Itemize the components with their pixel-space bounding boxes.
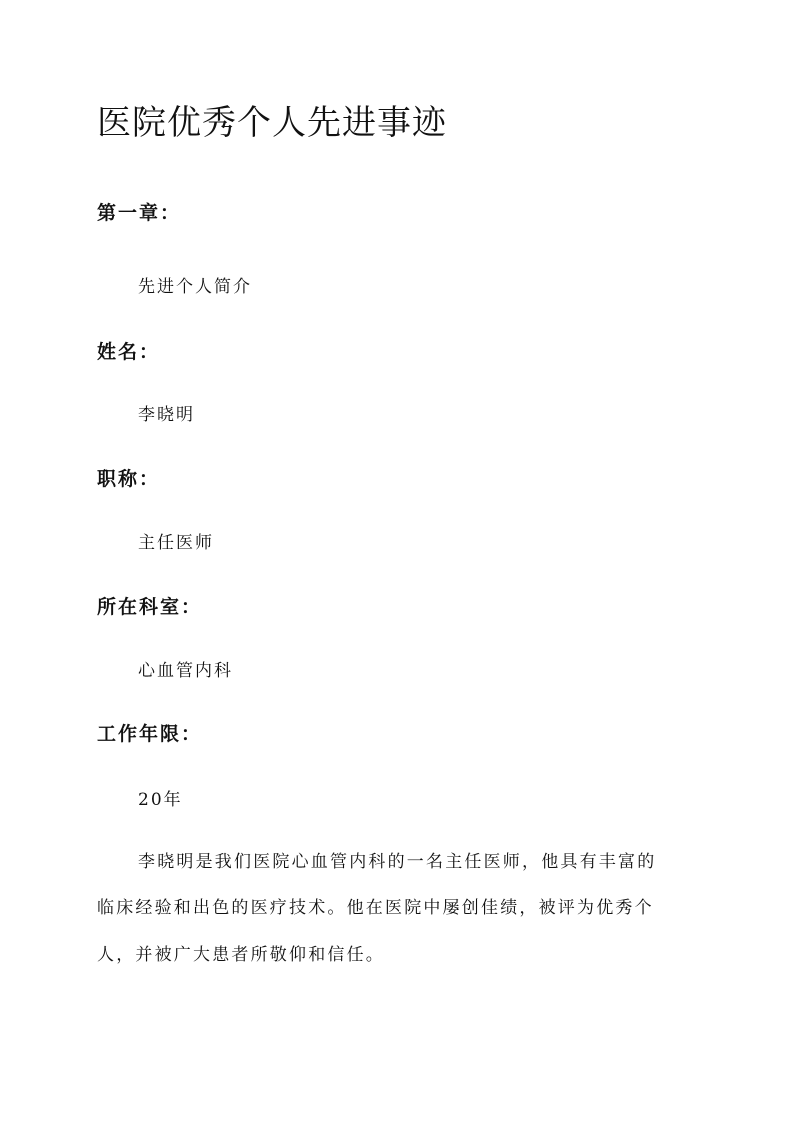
title-label: 职称： bbox=[97, 468, 161, 490]
years-label: 工作年限： bbox=[97, 723, 203, 745]
paragraph-line: 人，并被广大患者所敬仰和信任。 bbox=[97, 945, 385, 965]
chapter-subtitle: 先进个人简介 bbox=[138, 277, 252, 297]
chapter-heading: 第一章： bbox=[97, 202, 182, 224]
paragraph-line: 临床经验和出色的医疗技术。他在医院中屡创佳绩，被评为优秀个 bbox=[97, 898, 654, 918]
document-title: 医院优秀个人先进事迹 bbox=[97, 103, 447, 143]
years-value: 20年 bbox=[138, 790, 183, 810]
paragraph-line: 李晓明是我们医院心血管内科的一名主任医师，他具有丰富的 bbox=[138, 852, 657, 872]
title-value: 主任医师 bbox=[138, 533, 214, 553]
name-label: 姓名： bbox=[97, 341, 161, 363]
department-label: 所在科室： bbox=[97, 596, 203, 618]
name-value: 李晓明 bbox=[138, 405, 195, 425]
department-value: 心血管内科 bbox=[138, 661, 233, 681]
